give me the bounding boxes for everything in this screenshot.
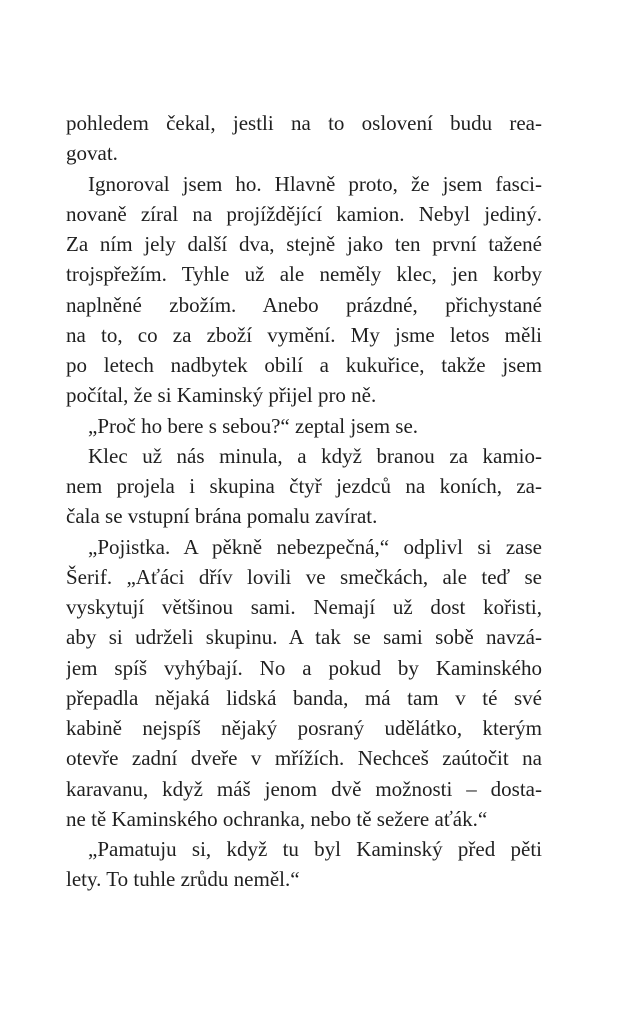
paragraph (66, 441, 542, 532)
text-line: Ignoroval jsem ho. Hlavně proto, že jsem fasci- (88, 171, 542, 196)
text-line: novaně zíral na projíždějící kamion. Nebyl jediný. (66, 201, 542, 226)
text-line: kabině nejspíš nějaký posraný udělátko, kterým (66, 716, 542, 740)
paragraph (66, 411, 542, 441)
text-line: na to, co za zboží vymění. My jsme letos měli (66, 322, 542, 347)
text-line: Klec už nás minula, a když branou za kamio- (88, 443, 542, 468)
text-line: vyskytují většinou sami. Nemají už dost kořisti, (66, 595, 542, 619)
text-line: čala se vstupní brána pomalu zavírat. (66, 504, 378, 529)
text-line: „Pojistka. A pěkně nebezpečná,“ odplivl si zase (88, 534, 542, 559)
text-line: Šerif. „Aťáci dřív lovili ve smečkách, ale teď se (66, 564, 542, 589)
paragraph (66, 169, 542, 411)
text-line: aby si udrželi skupinu. A tak se sami sobě navzá- (66, 625, 542, 650)
text-line: po letech nadbytek obilí a kukuřice, takže jsem (66, 353, 542, 377)
text-line: nem projela i skupina čtyř jezdců na koních, za- (66, 474, 542, 498)
text-line: jem spíš vyhýbají. No a pokud by Kaminského (66, 655, 542, 680)
text-line: počítal, že si Kaminský přijel pro ně. (66, 383, 377, 408)
text-line: karavanu, když máš jenom dvě možnosti – dosta- (66, 776, 542, 801)
text-line: „Pamatuju si, když tu byl Kaminský před pěti (88, 837, 542, 861)
text-line: otevře zadní dveře v mřížích. Nechceš zaútočit na (66, 746, 542, 771)
paragraph (66, 532, 542, 835)
text-line: pohledem čekal, jestli na to oslovení budu rea- (66, 111, 542, 135)
text-line: „Proč ho bere s sebou?“ zeptal jsem se. (88, 413, 419, 438)
text-line: trojspřežím. Tyhle už ale neměly klec, jen korby (66, 262, 542, 287)
text-block (66, 108, 542, 895)
text-line: govat. (66, 141, 118, 166)
text-line: Za ním jely další dva, stejně jako ten první tažené (66, 232, 542, 256)
text-line: přepadla nějaká lidská banda, má tam v té své (66, 685, 542, 710)
text-line: naplněné zbožím. Anebo prázdné, přichystané (66, 292, 542, 317)
paragraph (66, 834, 542, 895)
text-line: ne tě Kaminského ochranka, nebo tě sežere aťák.“ (66, 806, 488, 831)
paragraph (66, 108, 542, 169)
text-line: lety. To tuhle zrůdu neměl.“ (66, 867, 300, 892)
